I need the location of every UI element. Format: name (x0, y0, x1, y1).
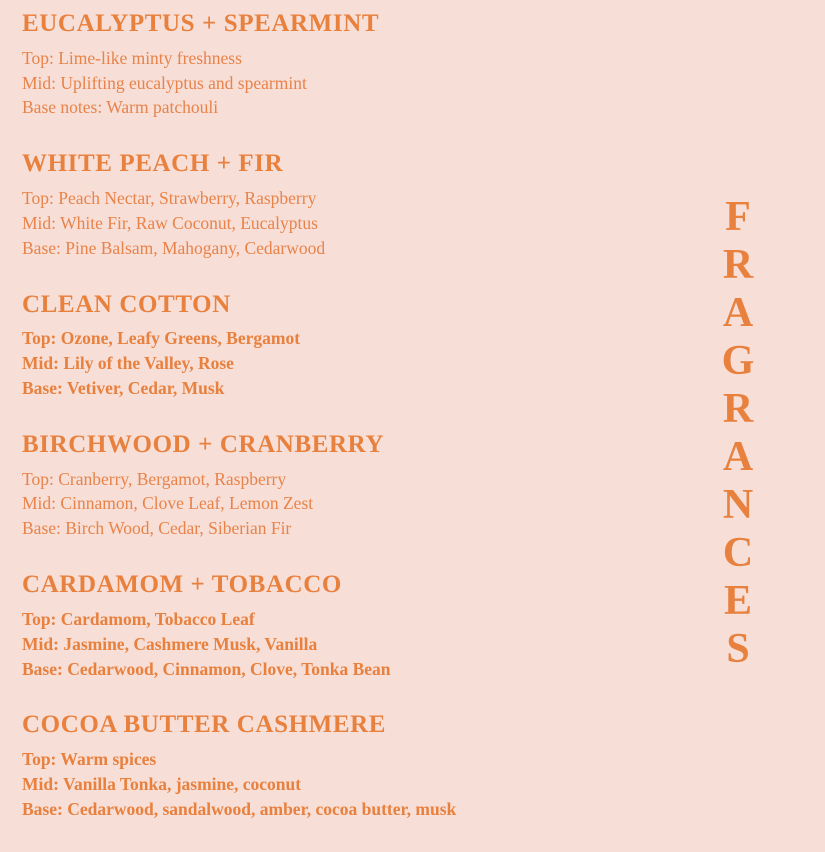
section-title-letter: F (725, 194, 753, 240)
fragrance-note-base: Base notes: Warm patchouli (22, 97, 219, 118)
fragrance-entry (22, 291, 662, 401)
fragrance-note-mid: Mid: Lily of the Valley, Rose (22, 353, 234, 374)
section-vertical-title (715, 196, 763, 676)
fragrance-note-mid: Mid: Cinnamon, Clove Leaf, Lemon Zest (22, 493, 314, 514)
fragrance-note-base: Base: Pine Balsam, Mahogany, Cedarwood (22, 237, 326, 258)
fragrance-note-top: Top: Ozone, Leafy Greens, Bergamot (22, 328, 301, 349)
fragrance-note-mid: Mid: White Fir, Raw Coconut, Eucalyptus (22, 212, 318, 233)
fragrance-title: BIRCHWOOD + CRANBERRY (22, 430, 385, 458)
fragrance-title: WHITE PEACH + FIR (22, 150, 284, 178)
section-title-letter: C (722, 530, 756, 576)
fragrance-note-base: Base: Cedarwood, sandalwood, amber, cocoa butter, musk (22, 798, 457, 819)
section-title-letter: G (721, 338, 757, 384)
section-title-letter: N (722, 482, 756, 528)
section-title-letter: A (722, 290, 756, 336)
fragrance-note-mid: Mid: Vanilla Tonka, jasmine, coconut (22, 774, 302, 794)
fragrance-note-mid: Mid: Uplifting eucalyptus and spearmint (22, 72, 307, 93)
fragrance-entry (22, 571, 662, 681)
fragrance-note-top: Top: Warm spices (22, 749, 157, 770)
fragrance-note-top: Top: Cardamom, Tobacco Leaf (22, 608, 255, 629)
fragrance-entry (22, 431, 662, 541)
section-title-letter: R (722, 242, 756, 288)
fragrance-note-base: Base: Birch Wood, Cedar, Siberian Fir (22, 518, 292, 539)
fragrance-note-base: Base: Cedarwood, Cinnamon, Clove, Tonka Bean (22, 658, 391, 679)
fragrance-list (22, 10, 662, 852)
fragrance-title: CLEAN COTTON (22, 290, 231, 318)
section-title-letter: S (726, 626, 752, 672)
fragrance-entry (22, 711, 662, 821)
fragrance-note-top: Top: Cranberry, Bergamot, Raspberry (22, 468, 287, 489)
fragrance-entry (22, 150, 662, 260)
fragrance-note-top: Top: Peach Nectar, Strawberry, Raspberry (22, 188, 317, 209)
section-title-letter: E (723, 578, 754, 624)
fragrance-note-base: Base: Vetiver, Cedar, Musk (22, 378, 225, 398)
fragrance-title: EUCALYPTUS + SPEARMINT (22, 10, 380, 37)
fragrance-entry (22, 10, 662, 120)
fragrance-note-mid: Mid: Jasmine, Cashmere Musk, Vanilla (22, 633, 318, 654)
section-title-letter: A (722, 434, 756, 480)
fragrance-note-top: Top: Lime-like minty freshness (22, 47, 242, 68)
section-title-letter: R (722, 386, 756, 432)
fragrance-title: CARDAMOM + TOBACCO (22, 571, 342, 599)
fragrance-title: COCOA BUTTER CASHMERE (22, 711, 387, 739)
